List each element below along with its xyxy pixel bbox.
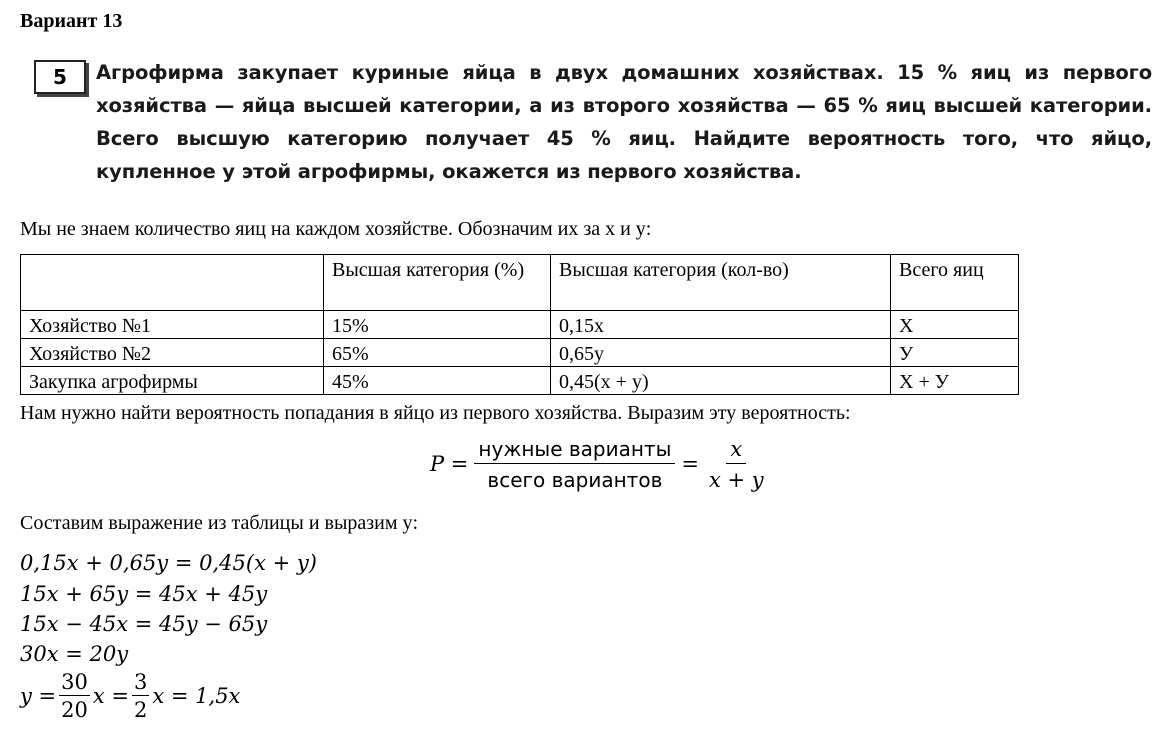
fraction-variables xyxy=(705,437,768,492)
fraction-numerator: 30 xyxy=(61,670,88,694)
table-cell: 0,45(x + y) xyxy=(551,367,891,395)
table-row xyxy=(21,367,1019,395)
fraction-3-2 xyxy=(132,670,149,722)
fraction-numerator: x xyxy=(726,437,746,464)
equation-5-mid: x = xyxy=(92,684,129,708)
data-table xyxy=(20,254,1019,395)
fraction-numerator: 3 xyxy=(134,670,148,694)
fraction-denominator: всего вариантов xyxy=(487,467,663,492)
table-cell: 65% xyxy=(324,339,551,367)
table-cell: 0,15x xyxy=(551,311,891,339)
fraction-denominator: 20 xyxy=(61,698,88,722)
table-header-row xyxy=(21,255,1019,311)
intro-text: Мы не знаем количество яиц на каждом хозяйстве. Обозначим их за x и y: xyxy=(20,218,652,240)
table-header-cell: Высшая категория (%) xyxy=(324,255,551,311)
equation-5 xyxy=(20,670,240,722)
fraction-denominator: x + y xyxy=(708,467,764,492)
fraction-numerator: нужные варианты xyxy=(474,437,675,464)
need-text: Нам нужно найти вероятность попадания в яйцо из первого хозяйства. Выразим эту вероятность: xyxy=(20,402,851,424)
equation-3: 15x − 45x = 45y − 65y xyxy=(20,612,268,636)
compose-text: Составим выражение из таблицы и выразим y: xyxy=(20,512,419,534)
task-number-box: 5 xyxy=(34,60,86,94)
probability-formula xyxy=(430,433,774,495)
equation-1: 0,15x + 0,65y = 0,45(x + y) xyxy=(20,551,317,575)
fraction-denominator: 2 xyxy=(134,698,148,722)
equation-2: 15x + 65y = 45x + 45y xyxy=(20,582,268,606)
table-header-cell: Всего яиц xyxy=(891,255,1019,311)
table-cell: X xyxy=(891,311,1019,339)
table-cell: Хозяйство №1 xyxy=(21,311,324,339)
fraction-30-20 xyxy=(59,670,90,722)
equation-5-end: x = 1,5x xyxy=(152,684,241,708)
formula-equals: = xyxy=(681,452,699,476)
table-cell: X + У xyxy=(891,367,1019,395)
table-cell: Закупка агрофирмы xyxy=(21,367,324,395)
table-row xyxy=(21,311,1019,339)
equation-4: 30x = 20y xyxy=(20,642,129,666)
table-cell: 45% xyxy=(324,367,551,395)
table-cell: 15% xyxy=(324,311,551,339)
page-title: Вариант 13 xyxy=(20,10,123,32)
table-cell: Хозяйство №2 xyxy=(21,339,324,367)
task-text: Агрофирма закупает куриные яйца в двух домашних хозяйствах. 15 % яиц из первого хозяйства — яйца высшей категории, а из второго хозяйства — 65 % яиц высшей категории. Всего высшую категорию получает 45 % яиц. Найдите вероятность того, что яйцо, купленное у этой агрофирмы, окажется из первого хозяйства. xyxy=(96,61,1152,183)
table-header-cell xyxy=(21,255,324,311)
fraction-words xyxy=(474,437,675,492)
table-cell: 0,65y xyxy=(551,339,891,367)
table-row xyxy=(21,339,1019,367)
table-header-cell: Высшая категория (кол-во) xyxy=(551,255,891,311)
formula-lhs: P = xyxy=(430,452,469,476)
equation-5-lhs: y = xyxy=(20,684,57,708)
table-cell: У xyxy=(891,339,1019,367)
